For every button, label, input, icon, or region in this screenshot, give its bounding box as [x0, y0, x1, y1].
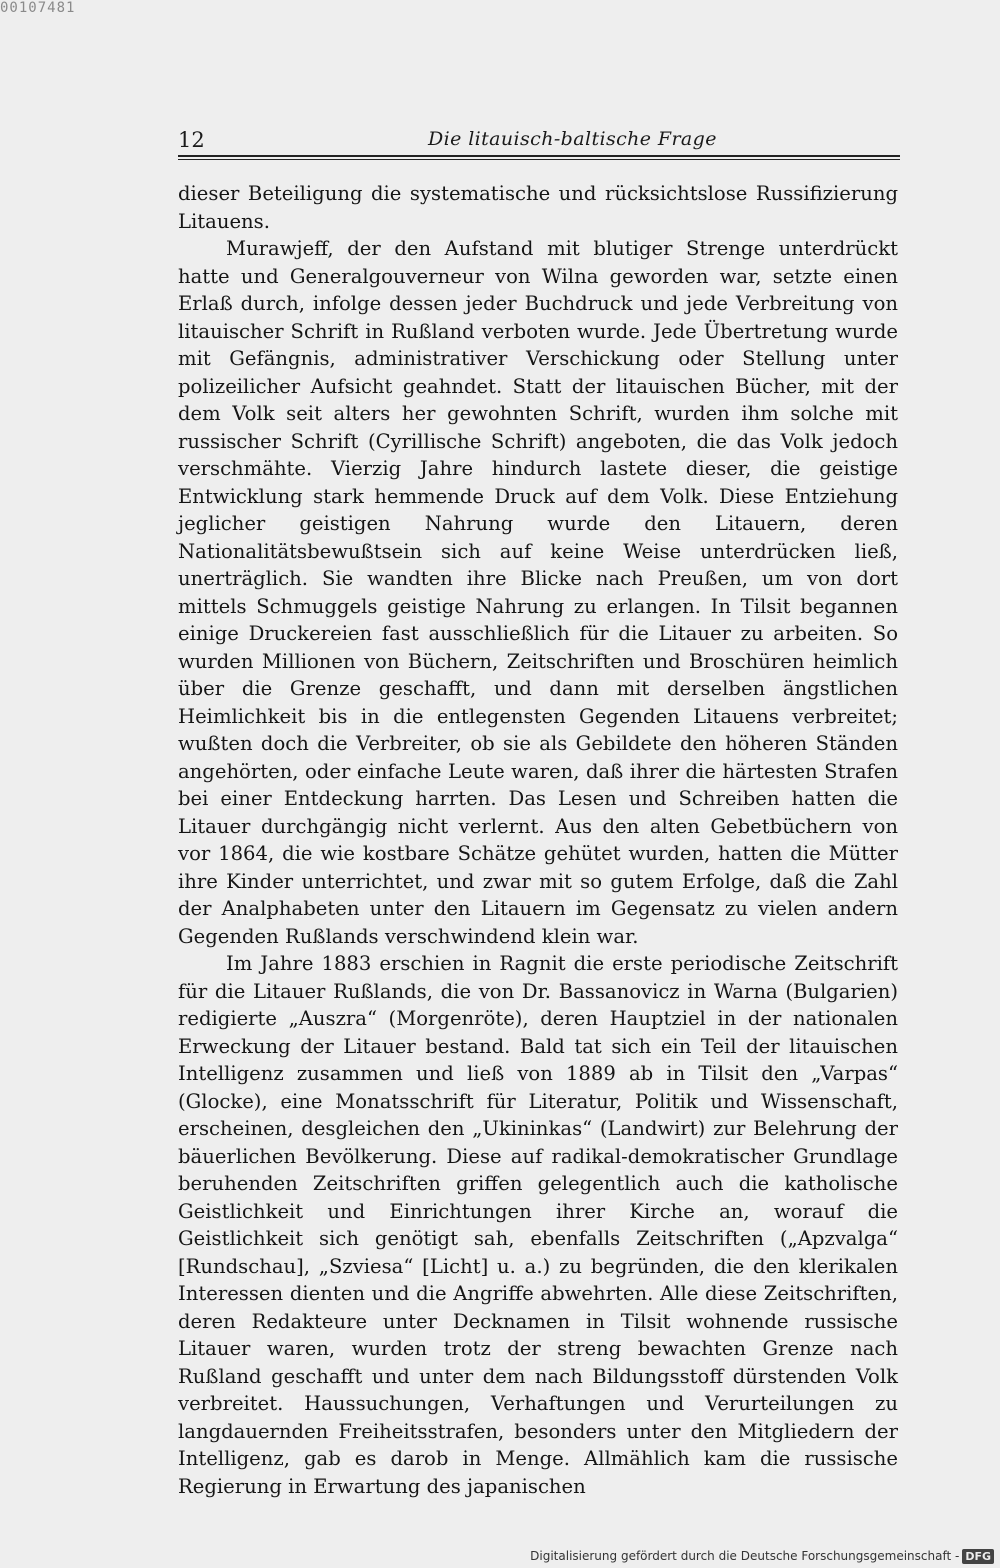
scan-id: 00107481	[0, 0, 76, 16]
page-number: 12	[178, 128, 205, 152]
footer-text: Digitalisierung gefördert durch die Deutsche Forschungsgemeinschaft -	[530, 1549, 960, 1563]
paragraph-2: Murawjeff, der den Aufstand mit blutiger Strenge unterdrückt hatte und Generalgouverneur von Wilna geworden war, setzte einen Erlaß durch, infolge dessen jeder Buchdruck und jede Verbreitung von litauischer Schrift in Rußland verboten wurde. Jede Übertretung wurde mit Gefängnis, administrativer Verschickung oder Stellung unter polizeilicher Aufsicht geahndet. Statt der litauischen Bücher, mit der dem Volk seit alters her gewohnten Schrift, wurden ihm solche mit russischer Schrift (Cyrillische Schrift) angeboten, die das Volk jedoch verschmähte. Vierzig Jahre hindurch lastete dieser, die geistige Entwicklung stark hemmende Druck auf dem Volk. Diese Entziehung jeglicher geistigen Nahrung wurde den Litauern, deren Nationalitätsbewußtsein sich auf keine Weise unterdrücken ließ, unerträglich. Sie wandten ihre Blicke nach Preußen, um von dort mittels Schmuggels geistige Nahrung zu erlangen. In Tilsit begannen einige Druckereien fast ausschließlich für die Litauer zu arbeiten. So wurden Millionen von Büchern, Zeitschriften und Broschüren heimlich über die Grenze geschafft, und dann mit derselben ängstlichen Heimlichkeit bis in die entlegensten Gegenden Litauens verbreitet; wußten doch die Verbreiter, ob sie als Gebildete den höheren Ständen angehörten, oder einfache Leute waren, daß ihrer die härtesten Strafen bei einer Entdeckung harrten. Das Lesen und Schreiben hatten die Litauer durchgängig nicht verlernt. Aus den alten Gebetbüchern von vor 1864, die wie kostbare Schätze gehütet wurden, hatten die Mütter ihre Kinder unterrichtet, und zwar mit so gutem Erfolge, daß die Zahl der Analphabeten unter den Litauern im Gegensatz zu vielen andern Gegenden Rußlands verschwindend klein war.	[178, 237, 898, 948]
paragraph-3: Im Jahre 1883 erschien in Ragnit die erste periodische Zeitschrift für die Litauer Rußlands, die von Dr. Bassanovicz in Warna (Bulgarien) redigierte „Auszra“ (Morgenröte), deren Hauptziel in der nationalen Erweckung der Litauer bestand. Bald tat sich ein Teil der litauischen Intelligenz zusammen und ließ von 1889 ab in Tilsit den „Varpas“ (Glocke), eine Monatsschrift für Literatur, Politik und Wissenschaft, erscheinen, desgleichen den „Ukininkas“ (Landwirt) zur Belehrung der bäuerlichen Bevölkerung. Diese auf radikal-demokratischer Grundlage beruhenden Zeitschriften griffen gelegentlich auch die katholische Geistlichkeit und Einrichtungen ihrer Kirche an, worauf die Geistlichkeit sich genötigt sah, ebenfalls Zeitschriften („Apzvalga“ [Rundschau], „Szviesa“ [Licht] u. a.) zu begründen, die den klerikalen Interessen dienten und die Angriffe abwehrten. Alle diese Zeitschriften, deren Redakteure unter Decknamen in Tilsit wohnende russische Litauer waren, wurden trotz der streng bewachten Grenze nach Rußland geschafft und unter dem nach Bildungsstoff dürstenden Volk verbreitet. Haussuchungen, Verhaftungen und Verurteilungen zu langdauernden Freiheitsstrafen, besonders unter den Mitgliedern der Intelligenz, gab es darob in Menge. Allmählich kam die russische Regierung in Erwartung des japanischen	[178, 952, 898, 1498]
header-rule	[178, 155, 900, 160]
paragraph-1: dieser Beteiligung die systematische und rücksichtslose Russifizierung Litauens.	[178, 182, 898, 233]
running-title: Die litauisch-baltische Frage	[428, 128, 717, 150]
page-header	[178, 128, 900, 154]
body-text	[178, 180, 898, 1500]
dfg-logo: DFG	[962, 1549, 994, 1564]
digitization-footer	[530, 1549, 994, 1564]
